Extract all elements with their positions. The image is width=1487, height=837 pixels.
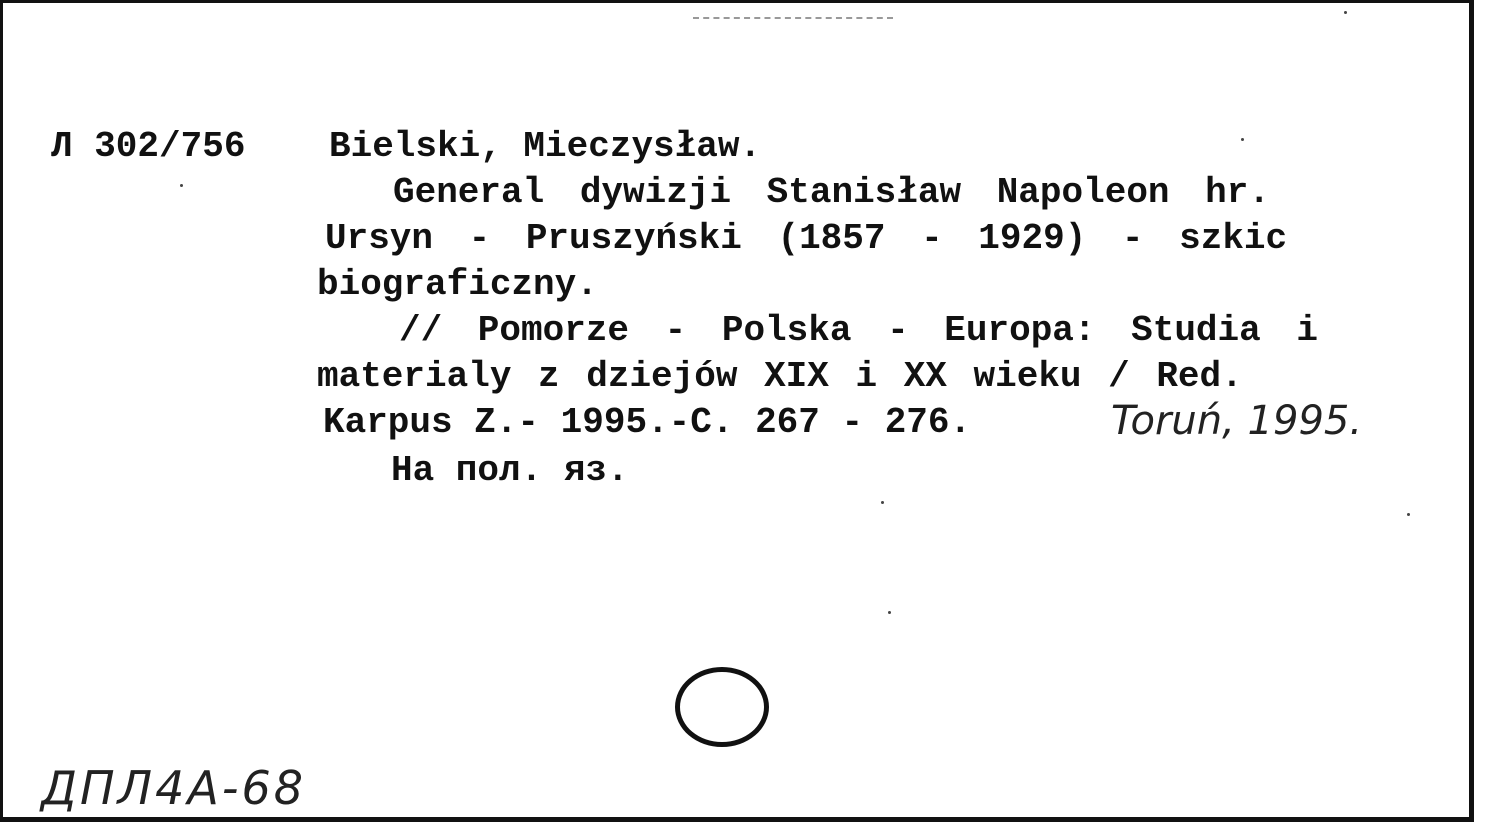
- speck: [180, 184, 183, 187]
- language-note: На пол. яз.: [391, 450, 629, 491]
- handwritten-code: ДПЛ4А-68: [41, 761, 306, 815]
- speck: [881, 501, 884, 504]
- top-dashed-line: [693, 17, 893, 19]
- author-heading: Bielski, Mieczysław.: [329, 126, 762, 167]
- call-number: Л 302/756: [51, 126, 246, 167]
- speck: [1241, 138, 1244, 141]
- handwritten-place-year: Toruń, 1995.: [1111, 398, 1363, 444]
- source-line-3: Karpus Z.- 1995.-С. 267 - 276.: [323, 402, 972, 443]
- title-line-2: Ursyn - Pruszyński (1857 - 1929) - szkic: [325, 218, 1288, 259]
- punch-hole-circle: [675, 667, 769, 747]
- title-line-1: General dywizji Stanisław Napoleon hr.: [393, 172, 1270, 213]
- title-line-3: biograficzny.: [317, 264, 598, 305]
- speck: [1407, 513, 1410, 516]
- speck: [1344, 11, 1347, 14]
- source-line-2: materialy z dziejów XIX i XX wieku / Red.: [317, 356, 1243, 397]
- source-line-1: // Pomorze - Polska - Europa: Studia i: [399, 310, 1318, 351]
- speck: [888, 611, 891, 614]
